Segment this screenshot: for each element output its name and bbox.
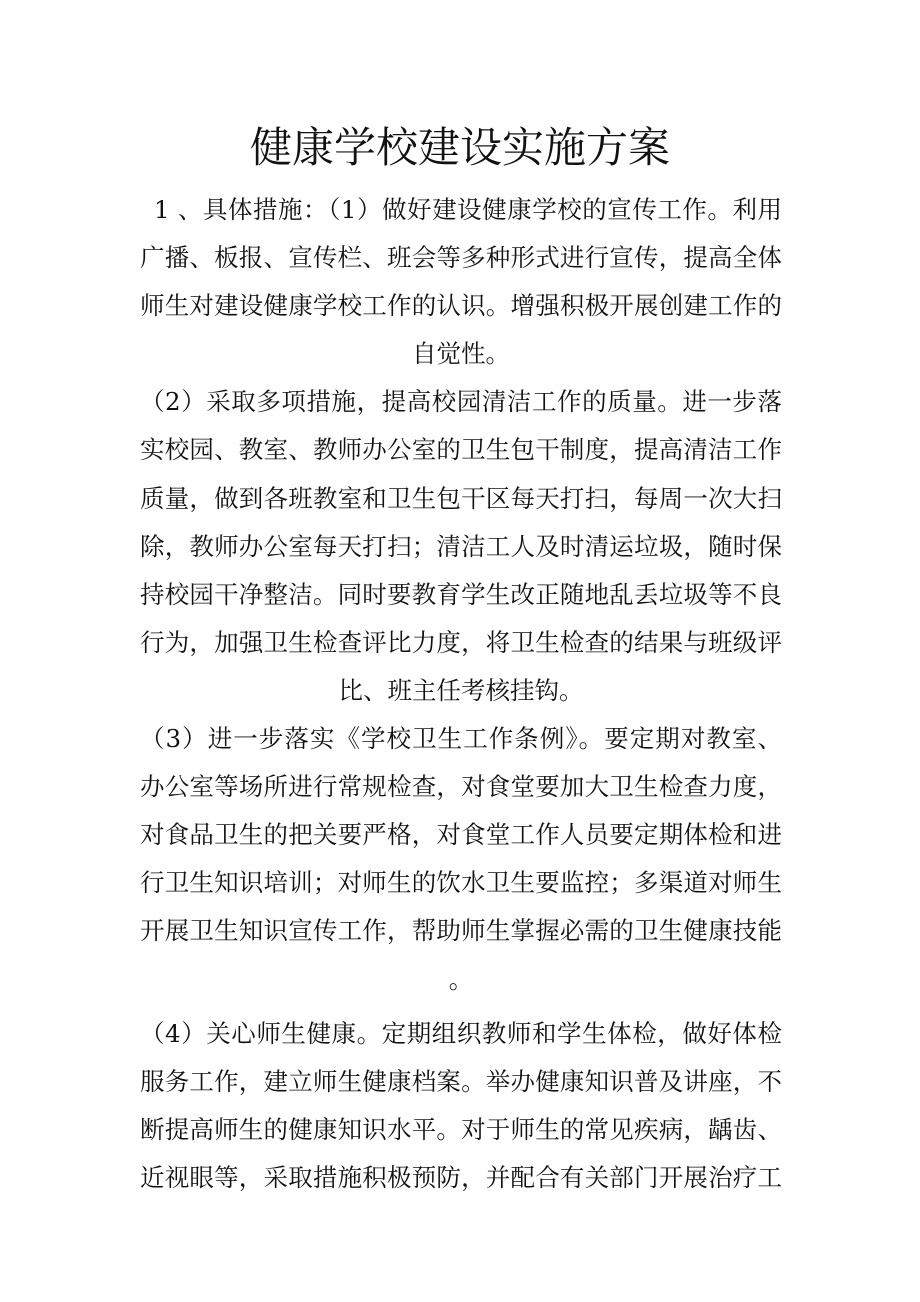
paragraph-2-line-3: 质量，做到各班教室和卫生包干区每天打扫，每周一次大扫 [140,483,782,513]
paragraph-1-line-3: 师生对建设健康学校工作的认识。增强积极开展创建工作的 [140,291,782,321]
paragraph-4-line-4: 近视眼等，采取措施积极预防，并配合有关部门开展治疗工 [140,1162,782,1192]
paragraph-3-line-1: （3）进一步落实《学校卫生工作条例》。要定期对教室、 [140,724,782,754]
paragraph-1-line-2: 广播、板报、宣传栏、班会等多种形式进行宣传，提高全体 [140,243,782,273]
paragraph-2-line-6: 行为，加强卫生检查评比力度，将卫生检查的结果与班级评 [140,627,782,657]
paragraph-4-line-2: 服务工作，建立师生健康档案。举办健康知识普及讲座，不 [140,1066,782,1096]
paragraph-2-line-1: （2）采取多项措施，提高校园清洁工作的质量。进一步落 [140,387,782,417]
paragraph-3-line-6: 。 [448,964,474,994]
paragraph-4-line-1: （4）关心师生健康。定期组织教师和学生体检，做好体检 [140,1018,782,1048]
paragraph-2-line-2: 实校园、教室、教师办公室的卫生包干制度，提高清洁工作 [140,435,782,465]
paragraph-1-line-4: 自觉性。 [412,339,510,369]
paragraph-1-line-1: 1 、具体措施：（1）做好建设健康学校的宣传工作。利用 [154,195,782,224]
document-title: 健康学校建设实施方案 [249,123,670,172]
paragraph-4-line-3: 断提高师生的健康知识水平。对于师生的常见疾病，龋齿、 [140,1114,782,1144]
paragraph-3-line-2: 办公室等场所进行常规检查，对食堂要加大卫生检查力度， [140,772,782,802]
document-body [140,186,782,1202]
paragraph-3-line-4: 行卫生知识培训；对师生的饮水卫生要监控；多渠道对师生 [140,868,782,898]
paragraph-2-line-7: 比、班主任考核挂钩。 [338,675,584,705]
paragraph-2-line-5: 持校园干净整洁。同时要教育学生改正随地乱丢垃圾等不良 [140,579,782,609]
paragraph-3-line-5: 开展卫生知识宣传工作，帮助师生掌握必需的卫生健康技能 [140,916,782,946]
paragraph-2-line-4: 除，教师办公室每天打扫；清洁工人及时清运垃圾，随时保 [140,531,782,561]
paragraph-3-line-3: 对食品卫生的把关要严格，对食堂工作人员要定期体检和进 [140,820,782,850]
